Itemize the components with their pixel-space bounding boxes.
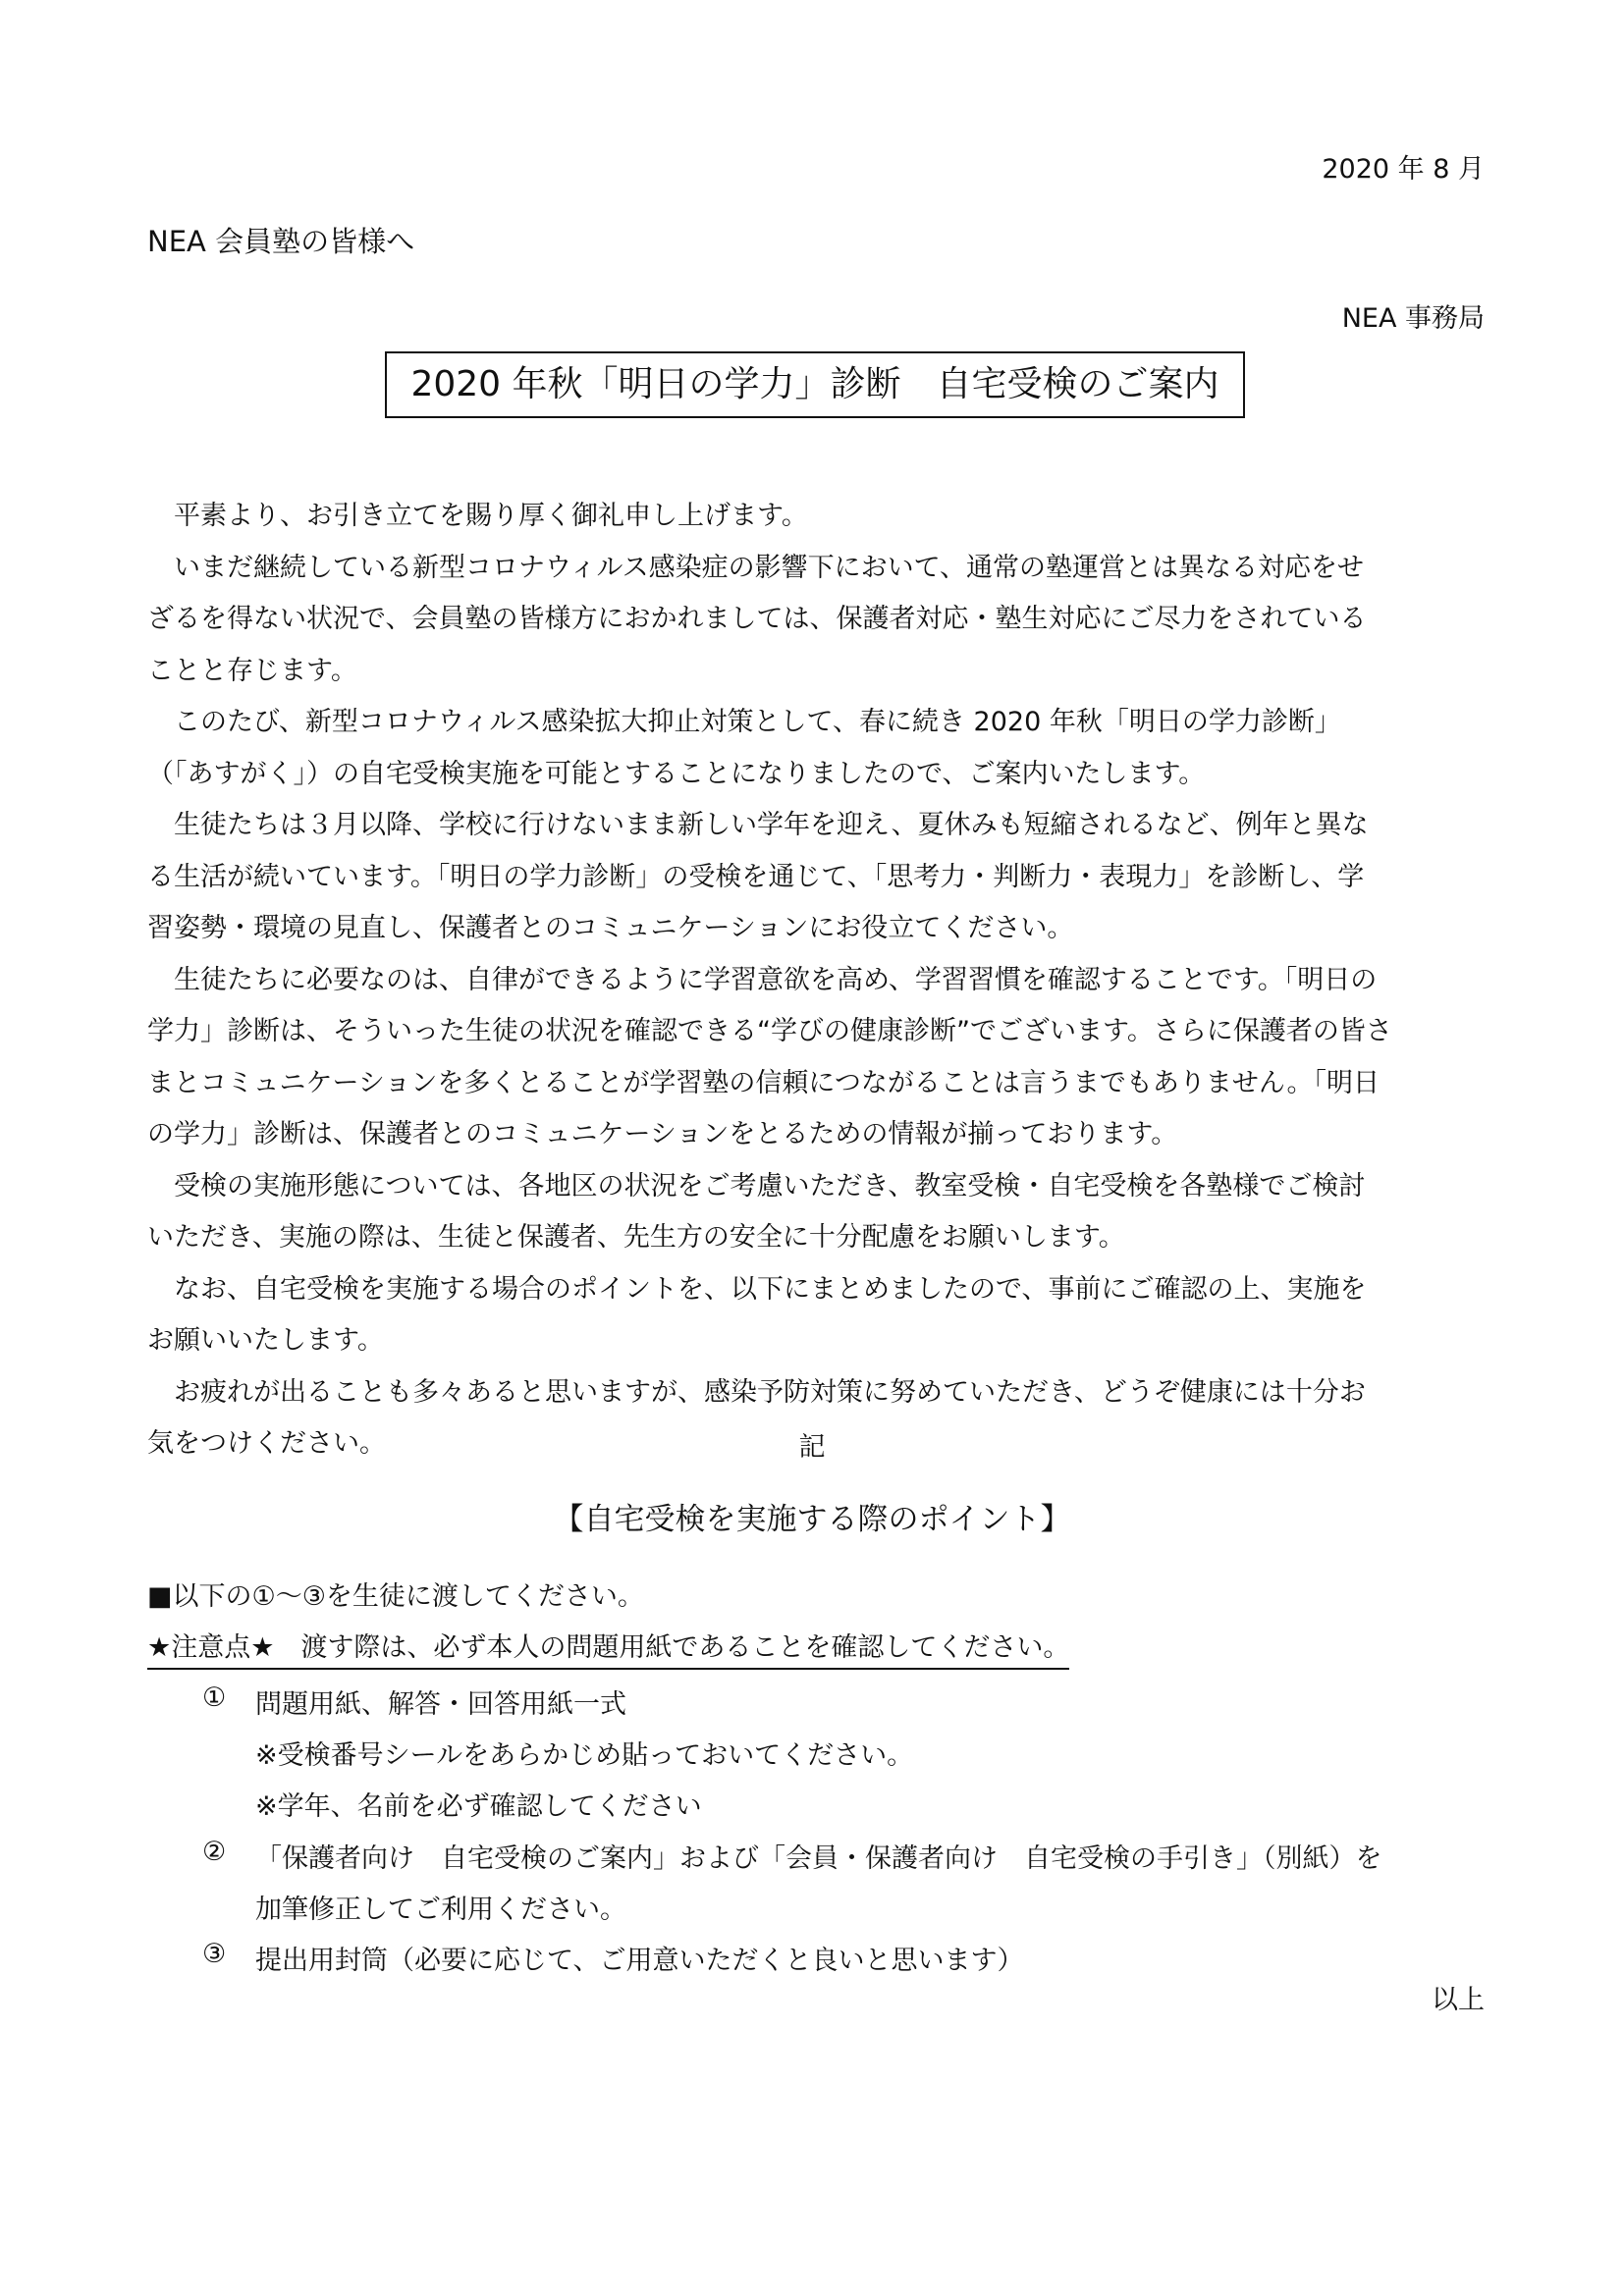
body-line: いただき、実施の際は、生徒と保護者、先生方の安全に十分配慮をお願いします。 [147, 1222, 1125, 1253]
caution-line: ★注意点★ 渡す際は、必ず本人の問題用紙であることを確認してください。 [147, 1626, 1069, 1670]
body-text [147, 491, 1483, 1470]
body-line: このたび、新型コロナウィルス感染拡大抑止対策として、春に続き 2020 年秋「明日の学力診断」 [147, 707, 1341, 737]
body-line: 気をつけください。 [147, 1428, 386, 1459]
instruction-line: ■以下の①～③を生徒に渡してください。 [147, 1581, 644, 1612]
body-line: いまだ継続している新型コロナウィルス感染症の影響下において、通常の塾運営とは異なる対応をせ [147, 552, 1365, 583]
body-line: ざるを得ない状況で、会員塾の皆様方におかれましては、保護者対応・塾生対応にご尽力をされている [147, 604, 1367, 634]
body-line: 生徒たちに必要なのは、自律ができるように学習意欲を高め、学習習慣を確認することです。「明日の [147, 964, 1378, 995]
body-line: お願いいたします。 [147, 1325, 384, 1356]
body-line: 平素より、お引き立てを賜り厚く御礼申し上げます。 [147, 501, 808, 531]
item-number-3: ③ [202, 1939, 227, 1969]
body-line: お疲れが出ることも多々あると思いますが、感染予防対策に努めていただき、どうぞ健康には十分お [147, 1376, 1366, 1408]
body-line: （「あすがく」）の自宅受検実施を可能とすることになりましたので、ご案内いたします。 [147, 758, 1206, 789]
item-number-1: ① [202, 1682, 227, 1713]
item-2-line-1: 「保護者向け 自宅受検のご案内」および「会員・保護者向け 自宅受検の手引き」（別紙）を [255, 1843, 1382, 1874]
closing-ijo: 以上 [1432, 1985, 1485, 2015]
item-3-line-1: 提出用封筒（必要に応じて、ご用意いただくと良いと思います） [255, 1946, 1024, 1976]
ki-marker: 記 [798, 1432, 826, 1463]
sender: NEA 事務局 [1341, 303, 1485, 334]
item-1-line-1: 問題用紙、解答・回答用紙一式 [255, 1689, 626, 1720]
item-number-2: ② [202, 1837, 227, 1867]
body-line: 学力」診断は、そういった生徒の状況を確認できる“学びの健康診断”でございます。さらに保護者の皆さ [147, 1016, 1392, 1046]
body-line: の学力」診断は、保護者とのコミュニケーションをとるための情報が揃っております。 [147, 1119, 1178, 1149]
item-1-line-2: ※受検番号シールをあらかじめ貼っておいてください。 [255, 1740, 914, 1771]
addressee: NEA 会員塾の皆様へ [147, 225, 415, 258]
body-line: ことと存じます。 [147, 655, 357, 686]
body-line: 生徒たちは３月以降、学校に行けないまま新しい学年を迎え、夏休みも短縮されるなど、例年と異な [147, 810, 1369, 840]
document-date: 2020 年 8 月 [1322, 154, 1485, 185]
points-heading: 【自宅受検を実施する際のポイント】 [553, 1502, 1071, 1537]
body-line: る生活が続いています。「明日の学力診断」の受検を通じて、「思考力・判断力・表現力」を診断し、学 [147, 861, 1365, 892]
body-line: 受検の実施形態については、各地区の状況をご考慮いただき、教室受検・自宅受検を各塾様でご検討 [147, 1170, 1366, 1201]
item-2-line-2: 加筆修正してご利用ください。 [255, 1895, 626, 1925]
document-title: 2020 年秋「明日の学力」診断 自宅受検のご案内 [385, 351, 1245, 418]
body-line: なお、自宅受検を実施する場合のポイントを、以下にまとめましたので、事前にご確認の上、実施を [147, 1273, 1367, 1305]
body-line: 習姿勢・環境の見直し、保護者とのコミュニケーションにお役立てください。 [147, 913, 1074, 943]
body-line: まとコミュニケーションを多くとることが学習塾の信頼につながることは言うまでもありません。「明日 [147, 1067, 1380, 1098]
item-1-line-3: ※学年、名前を必ず確認してください [255, 1791, 702, 1822]
